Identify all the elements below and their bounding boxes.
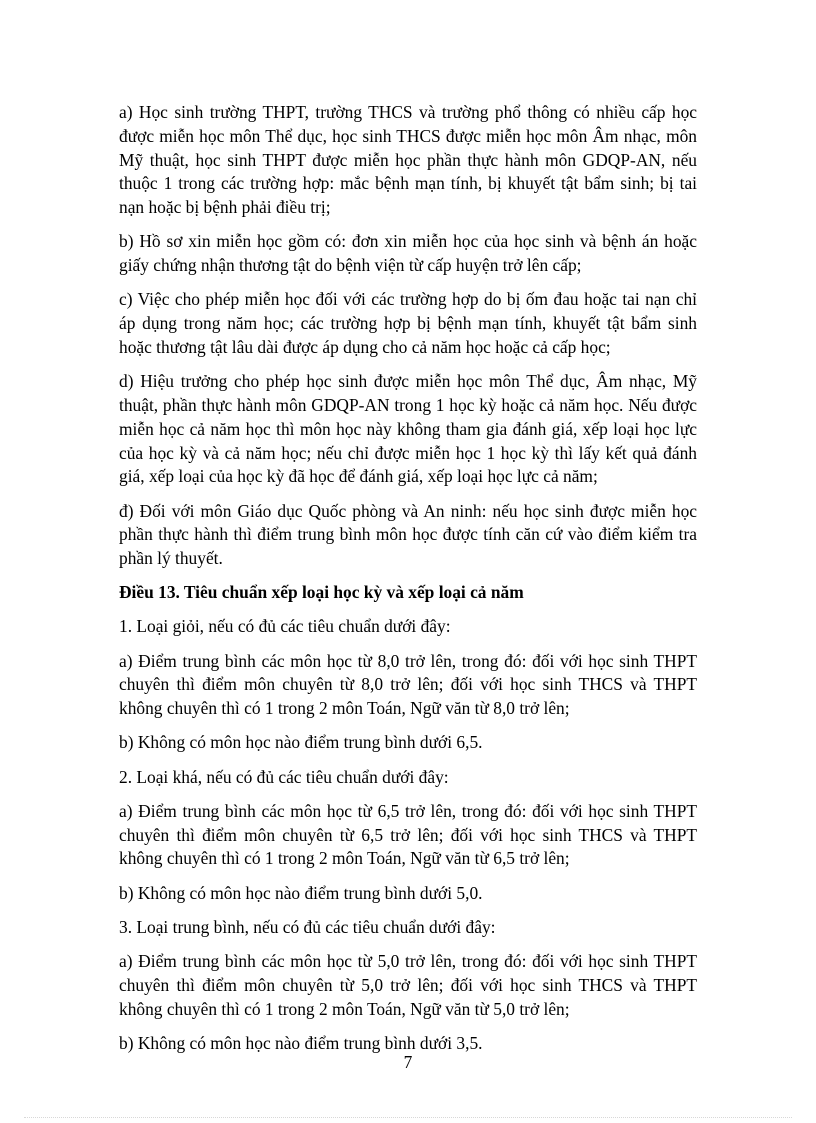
paragraph-principal-permission: d) Hiệu trưởng cho phép học sinh được miễn học môn Thể dục, Âm nhạc, Mỹ thuật, phần thực hành môn GDQP-AN trong 1 học kỳ hoặc cả năm học. Nếu được miễn học cả năm học thì môn học này không tham gia đánh giá, xếp loại học lực của học kỳ và cả năm học; nếu chỉ được miễn học 1 học kỳ thì lấy kết quả đánh giá, xếp loại của học kỳ đã học để đánh giá, xếp loại học lực cả năm; bbox=[119, 371, 697, 487]
paragraph-exemption-eligibility: a) Học sinh trường THPT, trường THCS và trường phổ thông có nhiều cấp học được miễn học môn Thể dục, học sinh THCS được miễn học môn Âm nhạc, môn Mỹ thuật, học sinh THPT được miễn học phần thực hành môn GDQP-AN, nếu thuộc 1 trong các trường hợp: mắc bệnh mạn tính, bị khuyết tật bẩm sinh; bị tai nạn hoặc bị bệnh phải điều trị; bbox=[119, 102, 697, 218]
document-body bbox=[119, 101, 697, 1066]
grade-good-criterion-a: a) Điểm trung bình các môn học từ 6,5 trở lên, trong đó: đối với học sinh THPT chuyên thì điểm môn chuyên từ 6,5 trở lên; đối với học sinh THCS và THPT không chuyên thì có 1 trong 2 môn Toán, Ngữ văn từ 6,5 trở lên; bbox=[119, 800, 697, 869]
paragraph-exemption-dossier: b) Hồ sơ xin miễn học gồm có: đơn xin miễn học của học sinh và bệnh án hoặc giấy chứng nhận thương tật do bệnh viện từ cấp huyện trở lên cấp; bbox=[119, 231, 697, 276]
paragraph-exemption-duration: c) Việc cho phép miễn học đối với các trường hợp do bị ốm đau hoặc tai nạn chỉ áp dụng trong năm học; các trường hợp bị bệnh mạn tính, khuyết tật bẩm sinh hoặc thương tật lâu dài được áp dụng cho cả năm học hoặc cả cấp học; bbox=[119, 289, 697, 357]
grade-good-title: 2. Loại khá, nếu có đủ các tiêu chuẩn dưới đây: bbox=[119, 766, 449, 787]
page-number: 7 bbox=[403, 1052, 413, 1072]
grade-average-title: 3. Loại trung bình, nếu có đủ các tiêu chuẩn dưới đây: bbox=[119, 916, 496, 937]
grade-average-criterion-b: b) Không có môn học nào điểm trung bình dưới 3,5. bbox=[119, 1032, 483, 1053]
grade-excellent-criterion-a: a) Điểm trung bình các môn học từ 8,0 trở lên, trong đó: đối với học sinh THPT chuyên thì điểm môn chuyên từ 8,0 trở lên; đối với học sinh THCS và THPT không chuyên thì có 1 trong 2 môn Toán, Ngữ văn từ 8,0 trở lên; bbox=[119, 650, 697, 719]
grade-excellent-title: 1. Loại giỏi, nếu có đủ các tiêu chuẩn dưới đây: bbox=[119, 616, 451, 637]
page-bottom-divider bbox=[24, 1117, 792, 1118]
article-13-heading: Điều 13. Tiêu chuẩn xếp loại học kỳ và xếp loại cả năm bbox=[119, 582, 524, 603]
grade-good-criterion-b: b) Không có môn học nào điểm trung bình dưới 5,0. bbox=[119, 882, 483, 903]
grade-excellent-criterion-b: b) Không có môn học nào điểm trung bình dưới 6,5. bbox=[119, 732, 483, 753]
grade-average-criterion-a: a) Điểm trung bình các môn học từ 5,0 trở lên, trong đó: đối với học sinh THPT chuyên thì điểm môn chuyên từ 5,0 trở lên; đối với học sinh THCS và THPT không chuyên thì có 1 trong 2 môn Toán, Ngữ văn từ 5,0 trở lên; bbox=[119, 950, 697, 1019]
paragraph-defense-education: đ) Đối với môn Giáo dục Quốc phòng và An ninh: nếu học sinh được miễn học phần thực hành thì điểm trung bình môn học được tính căn cứ vào điểm kiểm tra phần lý thuyết. bbox=[119, 500, 697, 569]
